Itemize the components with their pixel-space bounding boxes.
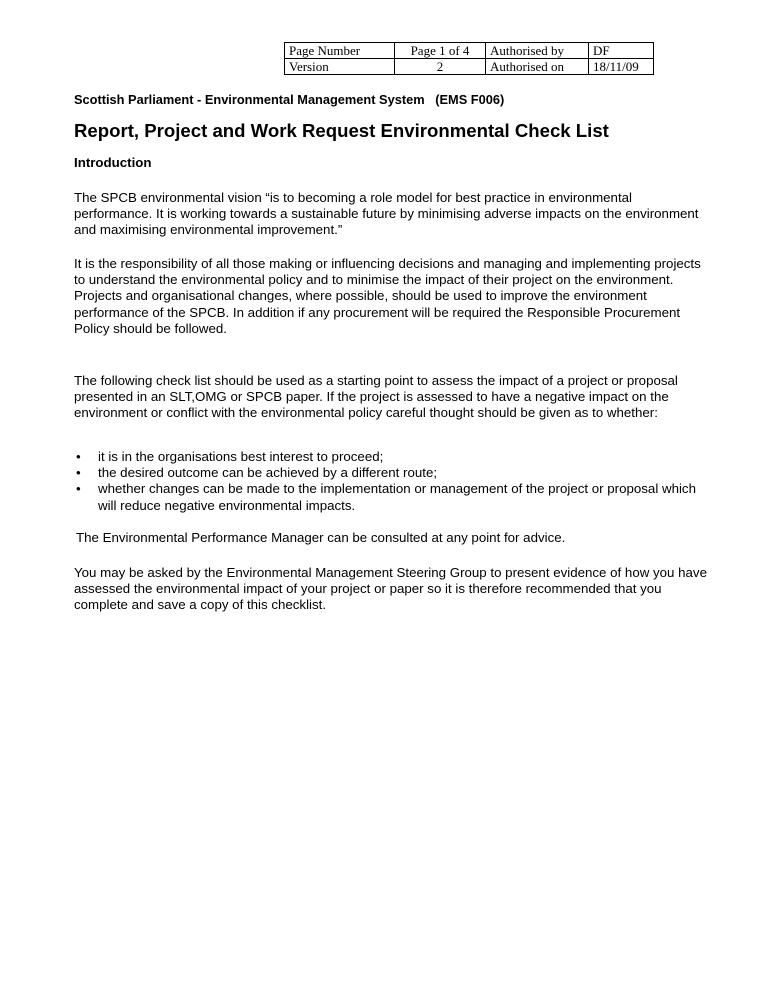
document-control-table bbox=[284, 42, 654, 75]
version-value: 2 bbox=[395, 59, 486, 75]
list-item-text: whether changes can be made to the implementation or management of the project or proposal which will reduce negative environmental impacts. bbox=[98, 481, 696, 513]
document-code: Scottish Parliament - Environmental Management System (EMS F006) bbox=[74, 92, 505, 107]
authorised-by-value: DF bbox=[589, 43, 654, 59]
paragraph-consult: The Environmental Performance Manager can be consulted at any point for advice. bbox=[76, 530, 566, 545]
considerations-list bbox=[74, 449, 714, 514]
page-number-value: Page 1 of 4 bbox=[395, 43, 486, 59]
list-item-text: the desired outcome can be achieved by a different route; bbox=[98, 465, 438, 481]
document-title: Report, Project and Work Request Environmental Check List bbox=[74, 120, 609, 141]
paragraph-checklist-use: The following check list should be used as a starting point to assess the impact of a project or proposal presented in an SLT,OMG or SPCB paper. If the project is assessed to have a negative impact on the environment or conflict with the environmental policy careful thought should be given as to whether: bbox=[74, 373, 678, 421]
list-item bbox=[74, 449, 714, 465]
page-number-label: Page Number bbox=[285, 43, 395, 59]
paragraph-vision: The SPCB environmental vision “is to becoming a role model for best practice in environmental performance. It is working towards a sustainable future by minimising adverse impacts on the environment and maximising environmental improvement.” bbox=[74, 190, 699, 238]
authorised-on-label: Authorised on bbox=[486, 59, 589, 75]
list-item-text: it is in the organisations best interest to proceed; bbox=[98, 449, 384, 464]
list-item bbox=[74, 481, 714, 513]
control-row-1 bbox=[285, 43, 654, 59]
section-heading-introduction: Introduction bbox=[74, 155, 152, 170]
control-row-2 bbox=[285, 59, 654, 75]
version-label: Version bbox=[285, 59, 395, 75]
authorised-by-label: Authorised by bbox=[486, 43, 589, 59]
paragraph-responsibility: It is the responsibility of all those making or influencing decisions and managing and implementing projects to understand the environmental policy and to minimise the impact of their project on the environment. Projects and organisational changes, where possible, should be used to improve the environment performance of the SPCB. In addition if any procurement will be required the Responsible Procurement Policy should be followed. bbox=[74, 256, 701, 336]
bullet-icon: • bbox=[76, 481, 81, 497]
authorised-on-value: 18/11/09 bbox=[589, 59, 654, 75]
bullet-icon: • bbox=[76, 449, 81, 464]
paragraph-evidence: You may be asked by the Environmental Management Steering Group to present evidence of how you have assessed the environmental impact of your project or paper so it is therefore recommended that you complete and save a copy of this checklist. bbox=[74, 565, 707, 613]
list-item bbox=[74, 465, 714, 481]
bullet-icon: • bbox=[76, 465, 81, 481]
